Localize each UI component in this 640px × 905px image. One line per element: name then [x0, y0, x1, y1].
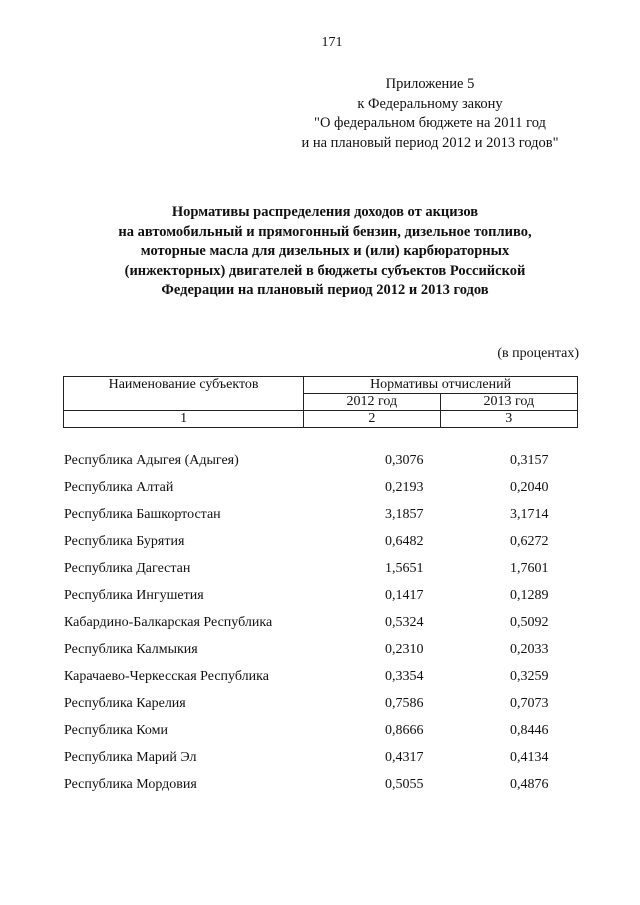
subject-name: Республика Калмыкия: [64, 642, 198, 657]
appendix-reference: [280, 75, 580, 153]
value-2013: 0,4134: [510, 750, 549, 765]
title-line: Федерации на плановый период 2012 и 2013 годов: [161, 282, 489, 298]
title-line: (инжекторных) двигателей в бюджеты субъектов Российской: [124, 262, 526, 279]
subject-name: Республика Мордовия: [64, 777, 197, 792]
title-line: моторные масла для дизельных и (или) карбюраторных: [140, 243, 510, 259]
table-row: [0, 639, 640, 666]
header-num-2: 2: [304, 411, 440, 428]
value-2013: 0,2040: [510, 480, 549, 495]
value-2013: 0,2033: [510, 642, 549, 657]
table-row: [0, 774, 640, 801]
table-row: [0, 612, 640, 639]
header-subjects: Наименование субъектов: [64, 377, 304, 411]
table-row: [0, 585, 640, 612]
appendix-line: к Федеральному закону: [357, 95, 503, 112]
value-2013: 0,1289: [510, 588, 549, 603]
header-2013: 2013 год: [440, 394, 577, 411]
table-row: [0, 558, 640, 585]
table-header: [63, 376, 578, 428]
value-2012: 0,4317: [385, 750, 424, 765]
value-2012: 0,5055: [385, 777, 424, 792]
subject-name: Республика Марий Эл: [64, 750, 197, 765]
page-number: 171: [321, 35, 343, 50]
value-2013: 0,3259: [510, 669, 549, 684]
appendix-line: и на плановый период 2012 и 2013 годов": [301, 134, 559, 151]
title-line: на автомобильный и прямогонный бензин, дизельное топливо,: [118, 223, 532, 240]
subject-name: Республика Коми: [64, 723, 168, 738]
title-line: Нормативы распределения доходов от акцизов: [171, 204, 479, 220]
subject-name: Карачаево-Черкесская Республика: [64, 669, 269, 684]
table-row: [0, 450, 640, 477]
table-row: [0, 504, 640, 531]
value-2013: 0,5092: [510, 615, 549, 630]
subject-name: Республика Башкортостан: [64, 507, 221, 522]
value-2013: 0,4876: [510, 777, 549, 792]
value-2012: 0,8666: [385, 723, 424, 738]
value-2013: 0,7073: [510, 696, 549, 711]
value-2012: 0,2193: [385, 480, 424, 495]
header-norms: Нормативы отчислений: [304, 377, 578, 394]
subject-name: Республика Адыгея (Адыгея): [64, 453, 239, 468]
header-num-3: 3: [440, 411, 577, 428]
table-row: [0, 747, 640, 774]
header-num-1: 1: [64, 411, 304, 428]
value-2013: 1,7601: [510, 561, 549, 576]
value-2013: 0,3157: [510, 453, 549, 468]
value-2012: 0,6482: [385, 534, 424, 549]
value-2013: 3,1714: [510, 507, 549, 522]
table-row: [0, 477, 640, 504]
header-2012: 2012 год: [304, 394, 440, 411]
value-2012: 0,5324: [385, 615, 424, 630]
table-body: [0, 450, 640, 801]
value-2012: 3,1857: [385, 507, 424, 522]
value-2012: 0,2310: [385, 642, 424, 657]
value-2012: 0,1417: [385, 588, 424, 603]
value-2012: 0,7586: [385, 696, 424, 711]
value-2012: 0,3354: [385, 669, 424, 684]
table-row: [0, 666, 640, 693]
table-row: [0, 693, 640, 720]
subject-name: Республика Ингушетия: [64, 588, 204, 603]
appendix-line: "О федеральном бюджете на 2011 год: [314, 115, 546, 131]
subject-name: Республика Карелия: [64, 696, 186, 711]
document-title: [90, 203, 560, 301]
value-2013: 0,6272: [510, 534, 549, 549]
subject-name: Республика Дагестан: [64, 561, 191, 576]
subject-name: Республика Алтай: [64, 480, 174, 495]
units-note: (в процентах): [497, 346, 579, 361]
appendix-line: Приложение 5: [385, 76, 475, 92]
value-2013: 0,8446: [510, 723, 549, 738]
table-row: [0, 531, 640, 558]
table-row: [0, 720, 640, 747]
value-2012: 1,5651: [385, 561, 424, 576]
value-2012: 0,3076: [385, 453, 424, 468]
subject-name: Кабардино-Балкарская Республика: [64, 615, 273, 630]
subject-name: Республика Бурятия: [64, 534, 185, 549]
